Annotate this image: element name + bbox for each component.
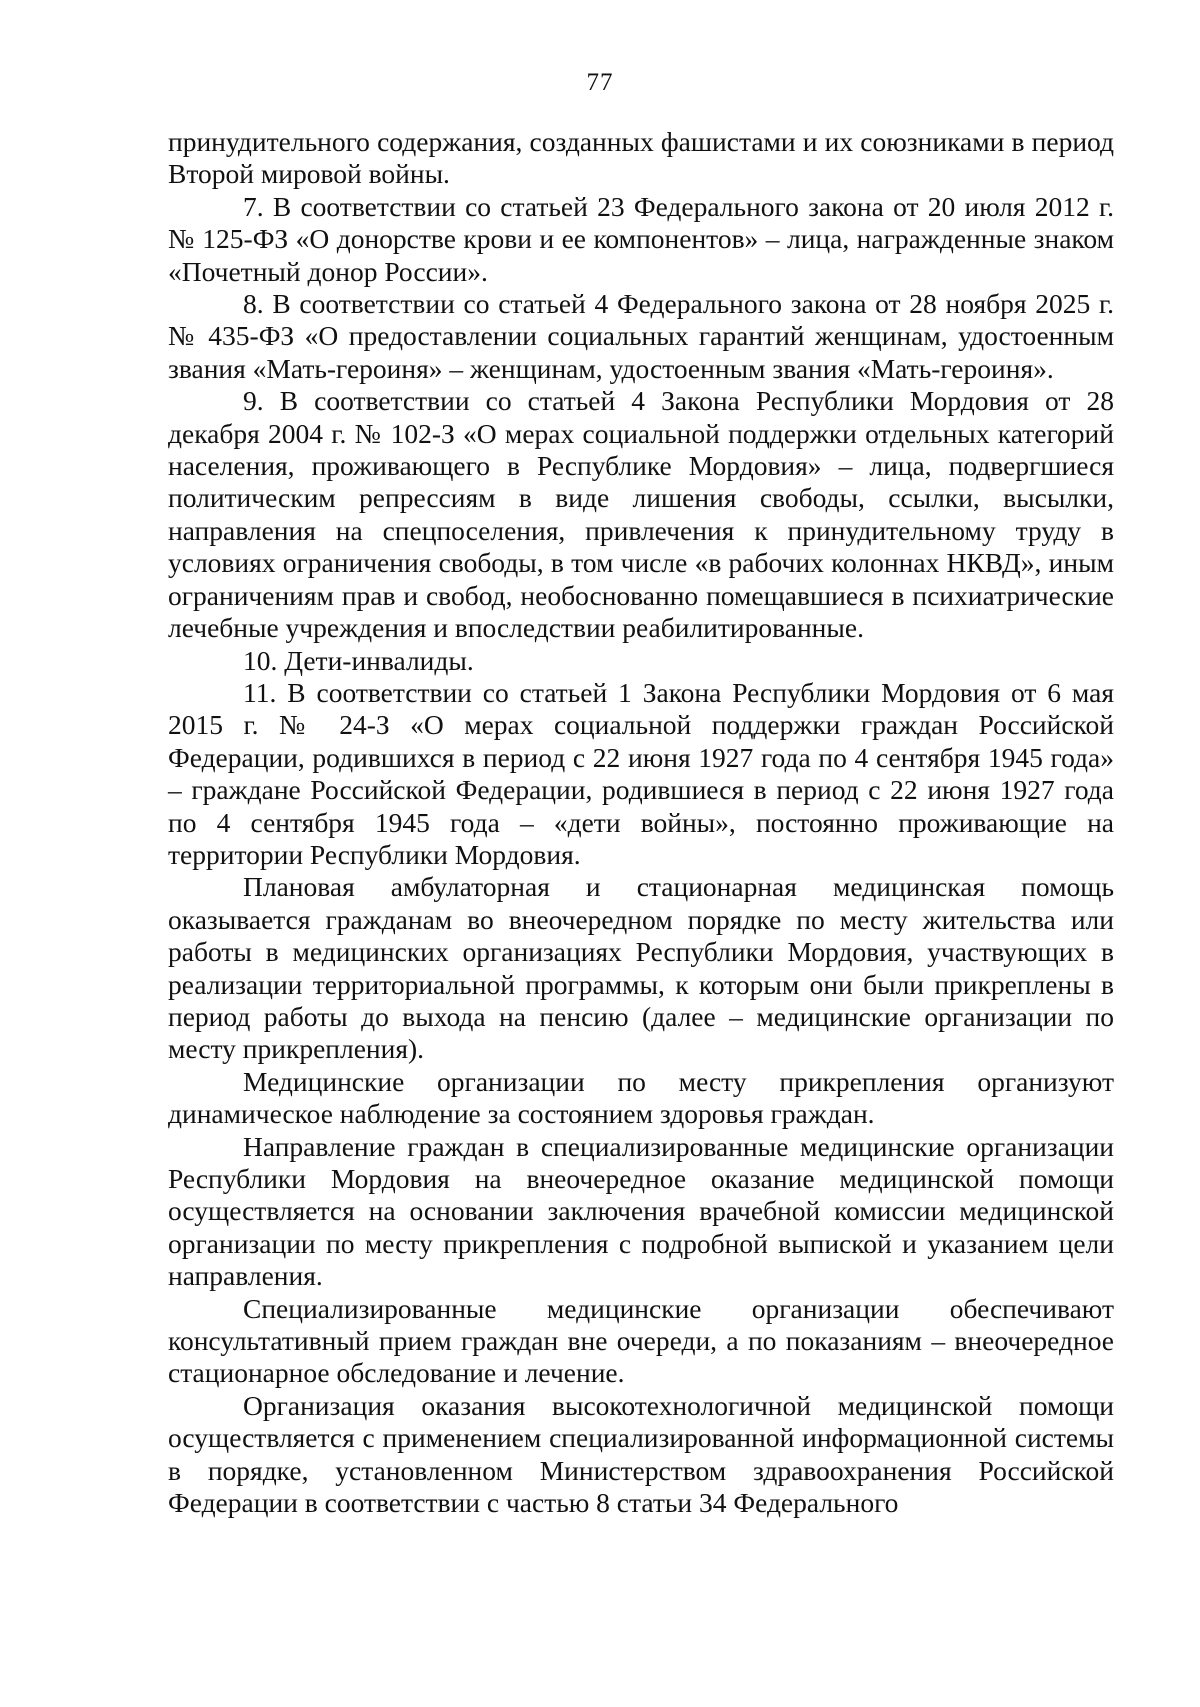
paragraph-referral: Направление граждан в специализированные медицинские организации Республики Мордовия на внеочередное оказание медицинской помощи осуществляется на основании заключения врачебной комиссии медицинской организации по месту прикрепления с подробной выпиской и указанием цели направления. xyxy=(168,1130,1114,1292)
paragraph-item-10: 10. Дети-инвалиды. xyxy=(243,644,474,676)
paragraph-item-7: 7. В соответствии со статьей 23 Федерального закона от 20 июля 2012 г. № 125-ФЗ «О донорстве крови и ее компонентов» – лица, награжденные знаком «Почетный донор России». xyxy=(168,190,1114,287)
document-body xyxy=(168,126,1114,1519)
paragraph-continuation: принудительного содержания, созданных фашистами и их союзниками в период Второй мировой войны. xyxy=(168,126,1114,190)
paragraph-item-8: 8. В соответствии со статьей 4 Федерального закона от 28 ноября 2025 г. № 435-ФЗ «О предоставлении социальных гарантий женщинам, удостоенным звания «Мать-героиня» – женщинам, удостоенным звания «Мать-героиня». xyxy=(168,288,1114,384)
page-number: 77 xyxy=(586,69,614,96)
paragraph-item-9: 9. В соответствии со статьей 4 Закона Республики Мордовия от 28 декабря 2004 г. № 102-З «О мерах социальной поддержки отдельных категорий населения, проживающего в Республике Мордовия» – лица, подвергшиеся политическим репрессиям в виде лишения свободы, ссылки, высылки, направления на спецпоселения, привлечения к принудительному труду в условиях ограничения свободы, в том числе «в рабочих колоннах НКВД», иным ограничениям прав и свобод, необоснованно помещавшиеся в психиатрические лечебные учреждения и впоследствии реабилитированные. xyxy=(168,385,1114,644)
paragraph-planned-care: Плановая амбулаторная и стационарная медицинская помощь оказывается гражданам во внеочередном порядке по месту жительства или работы в медицинских организациях Республики Мордовия, участвующих в реализации территориальной программы, к которым они были прикреплены в период работы до выхода на пенсию (далее – медицинские организации по месту прикрепления). xyxy=(168,871,1114,1065)
paragraph-item-11: 11. В соответствии со статьей 1 Закона Республики Мордовия от 6 мая 2015 г. № 24-З «О мерах социальной поддержки граждан Российской Федерации, родившихся в период с 22 июня 1927 года по 4 сентября 1945 года» – граждане Российской Федерации, родившиеся в период с 22 июня 1927 года по 4 сентября 1945 года – «дети войны», постоянно проживающие на территории Республики Мордовия. xyxy=(168,676,1114,870)
paragraph-dynamic-observation: Медицинские организации по месту прикрепления организуют динамическое наблюдение за состоянием здоровья граждан. xyxy=(168,1065,1114,1130)
paragraph-high-tech-care: Организация оказания высокотехнологичной медицинской помощи осуществляется с применением специализированной информационной системы в порядке, установленном Министерством здравоохранения Российской Федерации в соответствии с частью 8 статьи 34 Федерального xyxy=(168,1389,1114,1519)
paragraph-specialized-orgs: Специализированные медицинские организации обеспечивают консультативный прием граждан вне очереди, а по показаниям – внеочередное стационарное обследование и лечение. xyxy=(168,1292,1114,1389)
